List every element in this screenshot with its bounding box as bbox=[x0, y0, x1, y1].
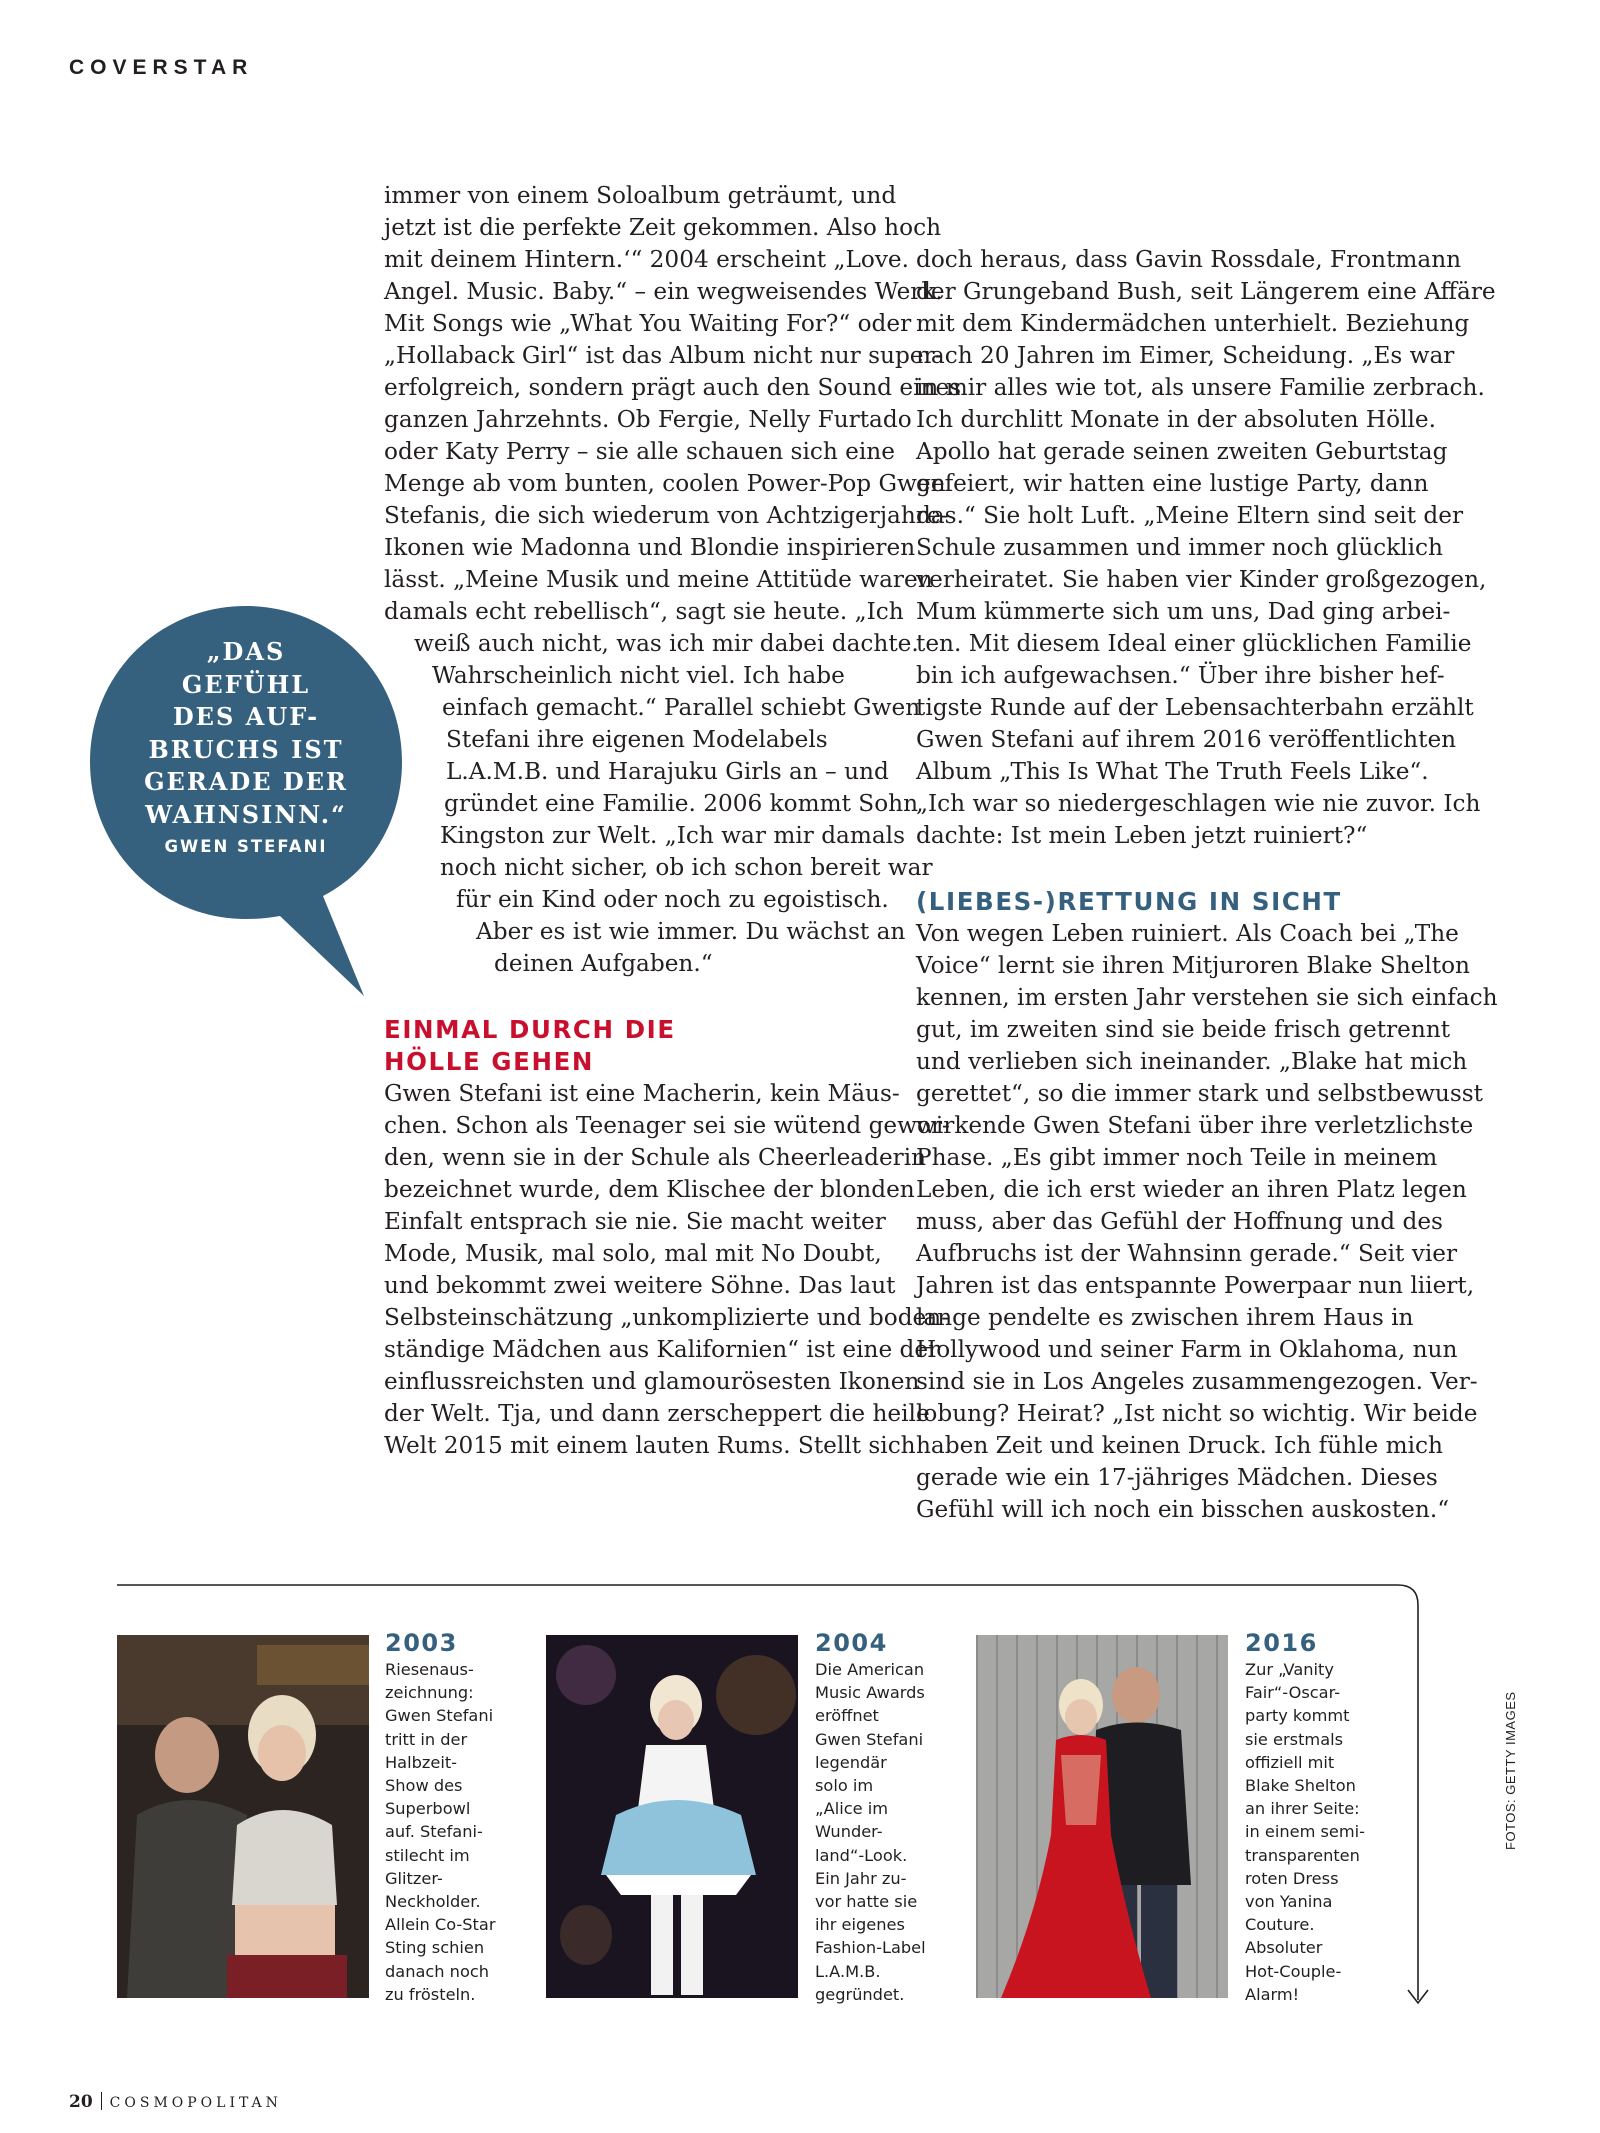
caption-line: gegründet. bbox=[815, 1984, 905, 2004]
timeline-photo-2016 bbox=[976, 1635, 1228, 1998]
body-line: noch nicht sicher, ob ich schon bereit war bbox=[440, 854, 933, 881]
body-line: ganzen Jahrzehnts. Ob Fergie, Nelly Furtado bbox=[384, 406, 912, 433]
caption-line: von Yanina bbox=[1245, 1892, 1333, 1912]
body-line: gut, im zweiten sind sie beide frisch getrennt bbox=[916, 1016, 1451, 1043]
caption-line: Allein Co-Star bbox=[385, 1915, 496, 1935]
body-line: Gefühl will ich noch ein bisschen auskosten.“ bbox=[916, 1496, 1450, 1523]
pull-quote-line: DES AUF- bbox=[172, 702, 320, 731]
caption-line: Hot-Couple- bbox=[1245, 1961, 1342, 1981]
caption-line: Zur „Vanity bbox=[1245, 1660, 1334, 1679]
body-line: bezeichnet wurde, dem Klischee der blonden bbox=[384, 1176, 915, 1203]
body-line: der Grungeband Bush, seit Längerem eine Affäre bbox=[916, 278, 1496, 305]
body-line: doch heraus, dass Gavin Rossdale, Frontmann bbox=[916, 246, 1462, 273]
body-line: mit deinem Hintern.‘“ 2004 erscheint „Love. bbox=[384, 246, 910, 273]
body-line: Wahrscheinlich nicht viel. Ich habe bbox=[432, 662, 845, 689]
body-line: der Welt. Tja, und dann zerscheppert die heile bbox=[384, 1400, 930, 1427]
caption-line: legendär bbox=[815, 1752, 887, 1772]
caption-line: Absoluter bbox=[1245, 1938, 1323, 1958]
caption-line: Couture. bbox=[1245, 1915, 1315, 1935]
body-line: den, wenn sie in der Schule als Cheerleaderin bbox=[384, 1144, 927, 1171]
timeline-entry-2003 bbox=[385, 1628, 535, 2006]
caption-line: Alarm! bbox=[1245, 1984, 1300, 2004]
body-line: Mit Songs wie „What You Waiting For?“ oder bbox=[384, 310, 912, 337]
timeline-year: 2016 bbox=[1245, 1629, 1318, 1657]
body-line: Aber es ist wie immer. Du wächst an bbox=[476, 918, 906, 945]
body-line: jetzt ist die perfekte Zeit gekommen. Also hoch bbox=[384, 214, 941, 241]
body-line: und verlieben sich ineinander. „Blake hat mich bbox=[916, 1048, 1468, 1075]
body-line: „Ich war so niedergeschlagen wie nie zuvor. Ich bbox=[916, 790, 1481, 817]
body-line: wirkende Gwen Stefani über ihre verletzlichste bbox=[916, 1112, 1474, 1139]
body-line: Jahren ist das entspannte Powerpaar nun liiert, bbox=[916, 1272, 1475, 1299]
photo-sting-and-stefani-icon bbox=[117, 1635, 369, 1998]
caption-line: Neckholder. bbox=[385, 1892, 481, 1912]
pull-quote-line: „DAS bbox=[206, 637, 286, 666]
body-line: L.A.M.B. und Harajuku Girls an – und bbox=[446, 758, 889, 785]
body-line: chen. Schon als Teenager sei sie wütend gewor- bbox=[384, 1112, 950, 1139]
section-heading: (LIEBES-)RETTUNG IN SICHT bbox=[916, 887, 1342, 916]
body-line: immer von einem Soloalbum geträumt, und bbox=[384, 182, 897, 209]
body-line: ten. Mit diesem Ideal einer glücklichen Familie bbox=[916, 630, 1472, 657]
page-footer bbox=[69, 2092, 282, 2112]
body-line: in mir alles wie tot, als unsere Familie zerbrach. bbox=[916, 374, 1485, 401]
timeline-photo-2004 bbox=[546, 1635, 798, 1998]
body-line: Gwen Stefani auf ihrem 2016 veröffentlichten bbox=[916, 726, 1457, 753]
body-line: verheiratet. Sie haben vier Kinder großgezogen, bbox=[916, 566, 1487, 593]
page-number: 20 bbox=[69, 2092, 93, 2112]
body-line: lange pendelte es zwischen ihrem Haus in bbox=[916, 1304, 1414, 1331]
caption-line: „Alice im bbox=[815, 1799, 889, 1819]
timeline-entry-2004 bbox=[815, 1628, 965, 2006]
timeline-caption bbox=[1245, 1658, 1395, 2006]
body-line: Leben, die ich erst wieder an ihren Platz legen bbox=[916, 1176, 1467, 1203]
caption-line: Gwen Stefani bbox=[815, 1729, 924, 1749]
caption-line: roten Dress bbox=[1245, 1868, 1339, 1888]
pull-quote-line: BRUCHS IST bbox=[148, 734, 344, 764]
timeline-caption bbox=[385, 1658, 535, 2006]
body-line: damals echt rebellisch“, sagt sie heute. „Ich bbox=[384, 598, 904, 625]
caption-line: Gwen Stefani bbox=[385, 1706, 494, 1726]
body-line: für ein Kind oder noch zu egoistisch. bbox=[456, 886, 889, 913]
pull-quote-line: WAHNSINN.“ bbox=[145, 799, 347, 829]
body-line: kennen, im ersten Jahr verstehen sie sich einfach bbox=[916, 984, 1498, 1011]
body-line: sind sie in Los Angeles zusammengezogen. Ver- bbox=[916, 1368, 1478, 1395]
body-line: lobung? Heirat? „Ist nicht so wichtig. Wir beide bbox=[916, 1400, 1478, 1427]
caption-line: Fair“-Oscar- bbox=[1245, 1683, 1341, 1703]
pull-quote bbox=[108, 636, 384, 856]
caption-line: L.A.M.B. bbox=[815, 1961, 881, 1981]
body-line: Stefani ihre eigenen Modelabels bbox=[446, 726, 828, 753]
body-line: Welt 2015 mit einem lauten Rums. Stellt sich bbox=[384, 1432, 916, 1459]
caption-line: stilecht im bbox=[385, 1845, 470, 1865]
caption-line: Ein Jahr zu- bbox=[815, 1868, 907, 1888]
footer-divider bbox=[101, 2092, 102, 2110]
caption-line: in einem semi- bbox=[1245, 1822, 1365, 1842]
caption-line: Fashion-Label bbox=[815, 1938, 926, 1958]
body-line: mit dem Kindermädchen unterhielt. Beziehung bbox=[916, 310, 1470, 337]
caption-line: ihr eigenes bbox=[815, 1915, 905, 1935]
caption-line: Blake Shelton bbox=[1245, 1776, 1356, 1796]
body-line: Voice“ lernt sie ihren Mitjuroren Blake Shelton bbox=[916, 952, 1470, 979]
timeline-year: 2004 bbox=[815, 1629, 888, 1657]
caption-line: Die American bbox=[815, 1660, 925, 1679]
body-line: einfach gemacht.“ Parallel schiebt Gwen bbox=[442, 694, 921, 721]
caption-line: sie erstmals bbox=[1245, 1729, 1344, 1749]
body-line: Mum kümmerte sich um uns, Dad ging arbei- bbox=[916, 598, 1451, 625]
section-heading-line: HÖLLE GEHEN bbox=[384, 1047, 595, 1076]
body-line: gerade wie ein 17-jähriges Mädchen. Dieses bbox=[916, 1464, 1438, 1491]
body-line: Menge ab vom bunten, coolen Power-Pop Gwen bbox=[384, 470, 946, 497]
timeline-entry-2016 bbox=[1245, 1628, 1395, 2006]
body-line: deinen Aufgaben.“ bbox=[494, 950, 713, 977]
section-heading-line: EINMAL DURCH DIE bbox=[384, 1015, 676, 1044]
body-line: bin ich aufgewachsen.“ Über ihre bisher hef- bbox=[916, 662, 1445, 689]
body-line: ständige Mädchen aus Kalifornien“ ist eine der bbox=[384, 1336, 940, 1363]
body-line: Ich durchlitt Monate in der absoluten Hölle. bbox=[916, 406, 1437, 433]
caption-line: danach noch bbox=[385, 1961, 490, 1981]
caption-line: Wunder- bbox=[815, 1822, 883, 1842]
body-line: muss, aber das Gefühl der Hoffnung und des bbox=[916, 1208, 1443, 1235]
caption-line: Superbowl bbox=[385, 1799, 471, 1819]
body-line: einflussreichsten und glamourösesten Ikonen bbox=[384, 1368, 920, 1395]
body-line: lässt. „Meine Musik und meine Attitüde waren bbox=[384, 566, 933, 593]
photo-credit: FOTOS: GETTY IMAGES bbox=[1503, 1691, 1518, 1850]
pull-quote-line: GEFÜHL bbox=[181, 669, 311, 699]
body-line: erfolgreich, sondern prägt auch den Sound eines bbox=[384, 374, 962, 401]
body-line: dachte: Ist mein Leben jetzt ruiniert?“ bbox=[916, 822, 1368, 849]
body-line: nach 20 Jahren im Eimer, Scheidung. „Es war bbox=[916, 342, 1455, 369]
caption-line: transparenten bbox=[1245, 1845, 1360, 1865]
photo-alice-look-stage-icon bbox=[546, 1635, 798, 1998]
body-line: Hollywood und seiner Farm in Oklahoma, nun bbox=[916, 1336, 1458, 1363]
caption-line: Riesenaus- bbox=[385, 1660, 474, 1679]
caption-line: land“-Look. bbox=[815, 1845, 908, 1865]
body-line: gefeiert, wir hatten eine lustige Party, dann bbox=[916, 470, 1429, 497]
body-line: gerettet“, so die immer stark und selbstbewusst bbox=[916, 1080, 1483, 1107]
caption-line: Sting schien bbox=[385, 1938, 485, 1958]
pull-quote-line: GERADE DER bbox=[144, 767, 348, 796]
body-line: Gwen Stefani ist eine Macherin, kein Mäus- bbox=[384, 1080, 900, 1107]
caption-line: solo im bbox=[815, 1776, 874, 1796]
caption-line: eröffnet bbox=[815, 1706, 879, 1726]
caption-line: zeichnung: bbox=[385, 1683, 474, 1703]
caption-line: party kommt bbox=[1245, 1706, 1350, 1726]
body-line: oder Katy Perry – sie alle schauen sich eine bbox=[384, 438, 895, 465]
section-heading bbox=[384, 1014, 884, 1078]
body-line: tigste Runde auf der Lebensachterbahn erzählt bbox=[916, 694, 1474, 721]
caption-line: tritt in der bbox=[385, 1729, 468, 1749]
body-line: gründet eine Familie. 2006 kommt Sohn bbox=[444, 790, 919, 817]
body-line: Apollo hat gerade seinen zweiten Geburtstag bbox=[916, 438, 1448, 465]
magazine-name: COSMOPOLITAN bbox=[109, 2095, 282, 2111]
timeline-year: 2003 bbox=[385, 1629, 458, 1657]
body-line: Aufbruchs ist der Wahnsinn gerade.“ Seit vier bbox=[916, 1240, 1458, 1267]
body-line: haben Zeit und keinen Druck. Ich fühle mich bbox=[916, 1432, 1443, 1459]
body-line: und bekommt zwei weitere Söhne. Das laut bbox=[384, 1272, 896, 1299]
body-line: weiß auch nicht, was ich mir dabei dachte. bbox=[414, 630, 919, 657]
photo-red-dress-couple-icon bbox=[976, 1635, 1228, 1998]
article-column-right bbox=[916, 244, 1498, 1526]
body-line: Von wegen Leben ruiniert. Als Coach bei „The bbox=[916, 920, 1459, 947]
body-line: Kingston zur Welt. „Ich war mir damals bbox=[440, 822, 905, 849]
body-line: das.“ Sie holt Luft. „Meine Eltern sind seit der bbox=[916, 502, 1464, 529]
caption-line: Halbzeit- bbox=[385, 1752, 458, 1772]
body-line: Angel. Music. Baby.“ – ein wegweisendes Werk. bbox=[384, 278, 943, 305]
body-line: Schule zusammen und immer noch glücklich bbox=[916, 534, 1443, 561]
timeline-photo-2003 bbox=[117, 1635, 369, 1998]
caption-line: Music Awards bbox=[815, 1683, 925, 1703]
body-line: Einfalt entsprach sie nie. Sie macht weiter bbox=[384, 1208, 886, 1235]
pull-quote-author: GWEN STEFANI bbox=[164, 837, 328, 856]
section-label: COVERSTAR bbox=[69, 56, 254, 79]
body-line: Phase. „Es gibt immer noch Teile in meinem bbox=[916, 1144, 1438, 1171]
caption-line: Glitzer- bbox=[385, 1868, 443, 1888]
body-line: Selbsteinschätzung „unkomplizierte und boden- bbox=[384, 1304, 950, 1331]
body-line: „Hollaback Girl“ ist das Album nicht nur super- bbox=[384, 342, 943, 369]
timeline-caption bbox=[815, 1658, 965, 2006]
caption-line: auf. Stefani- bbox=[385, 1822, 483, 1842]
caption-line: vor hatte sie bbox=[815, 1892, 918, 1912]
body-line: Ikonen wie Madonna und Blondie inspirieren bbox=[384, 534, 916, 561]
caption-line: an ihrer Seite: bbox=[1245, 1799, 1360, 1819]
caption-line: offiziell mit bbox=[1245, 1752, 1335, 1772]
caption-line: zu frösteln. bbox=[385, 1984, 476, 2004]
article-column-left bbox=[384, 180, 962, 1462]
body-line: Mode, Musik, mal solo, mal mit No Doubt, bbox=[384, 1240, 882, 1267]
body-line: Album „This Is What The Truth Feels Like“. bbox=[916, 758, 1429, 785]
caption-line: Show des bbox=[385, 1776, 463, 1796]
body-line: Stefanis, die sich wiederum von Achtzigerjahre- bbox=[384, 502, 949, 529]
